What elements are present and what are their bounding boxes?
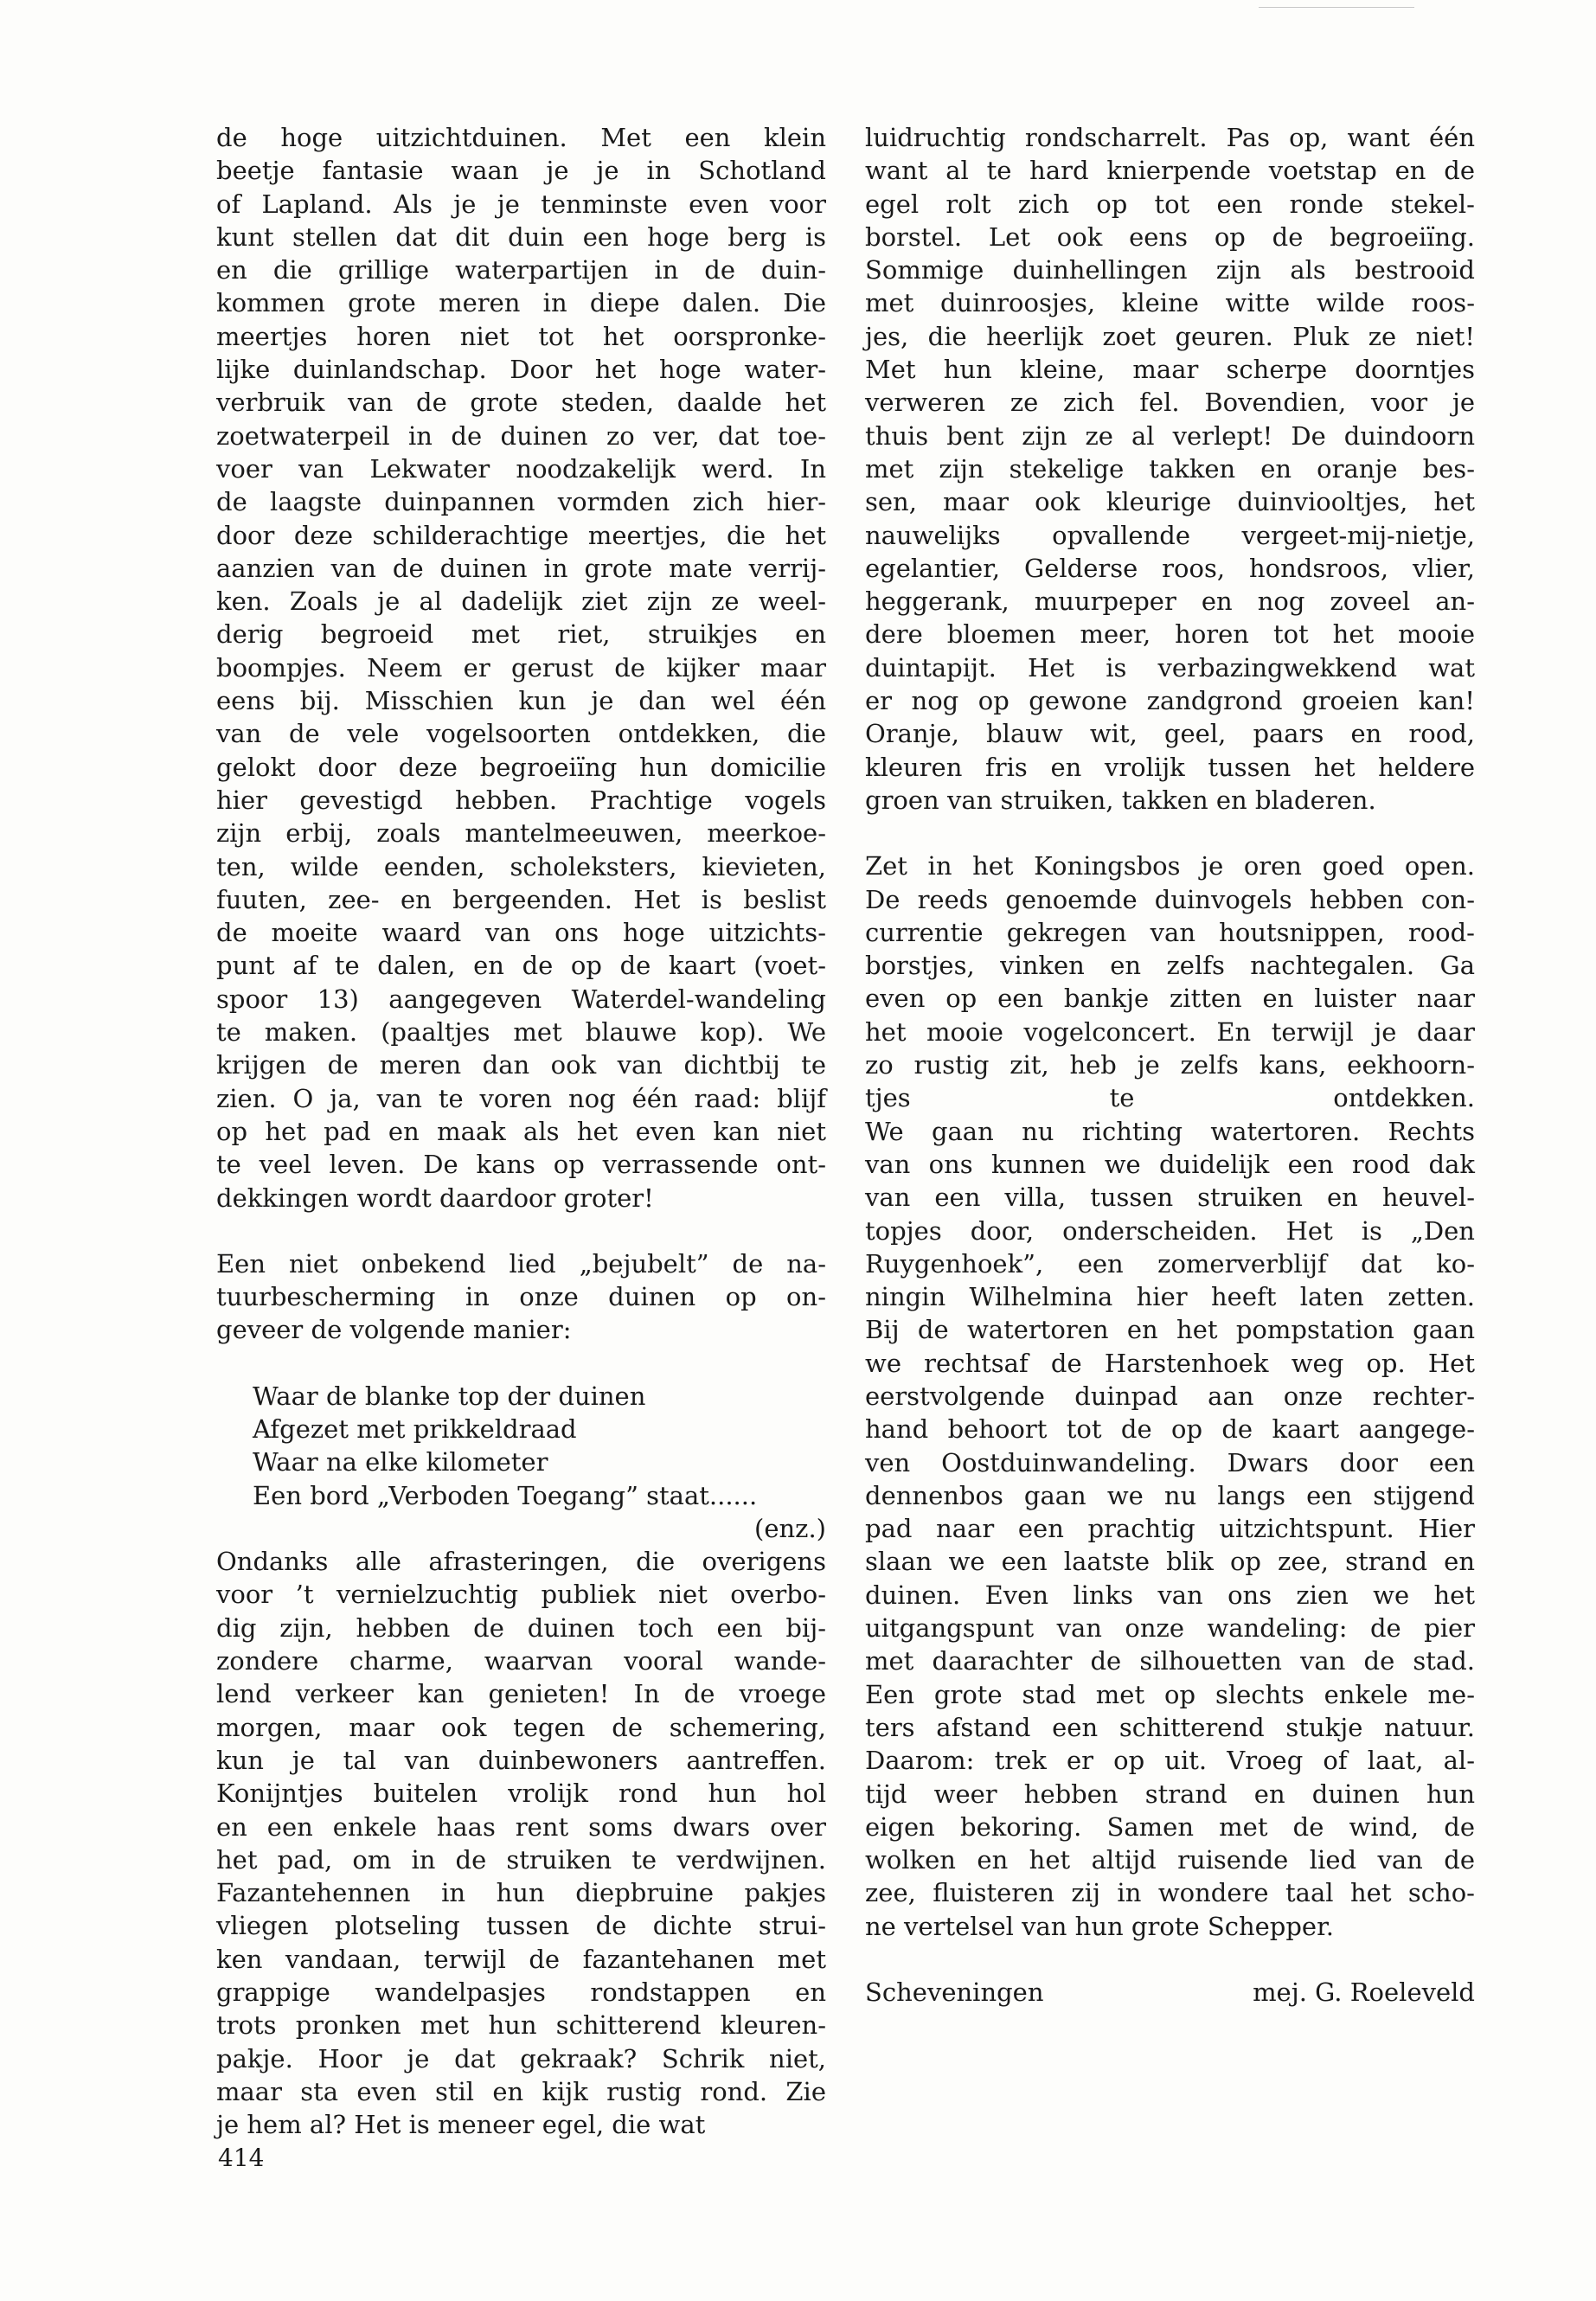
text-line: eens bij. Misschien kun je dan wel één — [216, 686, 826, 716]
left-paragraph-3 — [216, 1545, 826, 2141]
paragraph-gap — [865, 817, 1475, 849]
right-paragraph-1 — [865, 121, 1475, 817]
text-line: de laagste duinpannen vormden zich hier- — [216, 487, 826, 517]
text-line: of Lapland. Als je je tenminste even voor — [216, 189, 826, 219]
text-line: op het pad en maak als het even kan niet — [216, 1116, 826, 1146]
text-line: beetje fantasie waan je je in Schotland — [216, 156, 826, 186]
text-line: door deze schilderachtige meertjes, die het — [216, 520, 826, 550]
text-line: even op een bankje zitten en luister naar — [865, 984, 1475, 1014]
text-line: hand behoort tot de op de kaart aangege- — [865, 1414, 1475, 1445]
text-line: ne vertelsel van hun grote Schepper. — [865, 1911, 1334, 1941]
text-line: Ondanks alle afrasteringen, die overigens — [216, 1547, 826, 1577]
signature-author: mej. G. Roeleveld — [1253, 1977, 1475, 2008]
text-line: We gaan nu richting watertoren. Rechts — [865, 1116, 1475, 1146]
poem-end: (enz.) — [754, 1513, 826, 1543]
text-line: verbruik van de grote steden, daalde het — [216, 388, 826, 418]
text-line: wolken en het altijd ruisende lied van de — [865, 1845, 1475, 1875]
text-line: met duinroosjes, kleine witte wilde roos- — [865, 288, 1475, 318]
text-line: het pad, om in de struiken te verdwijnen. — [216, 1844, 826, 1875]
page-number: 414 — [218, 2144, 265, 2172]
text-line: zien. O ja, van te voren nog één raad: blijf — [216, 1083, 826, 1113]
text-line: Zet in het Koningsbos je oren goed open. — [865, 851, 1475, 881]
text-line: thuis bent zijn ze al verlept! De duindoorn — [865, 420, 1475, 451]
text-line: uitgangspunt van onze wandeling: de pier — [865, 1613, 1475, 1644]
text-line: ven Oostduinwandeling. Dwars door een — [865, 1447, 1475, 1477]
text-line: want al te hard knierpende voetstap en de — [865, 156, 1475, 186]
text-line: Oranje, blauw wit, geel, paars en rood, — [865, 719, 1475, 749]
text-line: Waar na elke kilometer — [253, 1447, 548, 1477]
text-line: duintapijt. Het is verbazingwekkend wat — [865, 652, 1475, 683]
signature — [865, 1976, 1475, 2009]
text-line: heggerank, muurpeper en nog zoveel an- — [865, 586, 1475, 617]
text-line: je hem al? Het is meneer egel, die wat — [216, 2110, 706, 2140]
paragraph-gap — [865, 1943, 1475, 1976]
text-line: zoetwaterpeil in de duinen zo ver, dat toe- — [216, 420, 826, 451]
text-line: tuurbescherming in onze duinen op on- — [216, 1282, 826, 1312]
text-line: egelantier, Gelderse roos, hondsroos, vlier, — [865, 553, 1475, 583]
text-line: Afgezet met prikkeldraad — [253, 1413, 577, 1444]
text-line: dig zijn, hebben de duinen toch een bij- — [216, 1612, 826, 1643]
text-line: trots pronken met hun schitterend kleuren- — [216, 2010, 826, 2041]
text-line: eerstvolgende duinpad aan onze rechter- — [865, 1381, 1475, 1411]
text-line: pad naar een prachtig uitzichtspunt. Hier — [865, 1514, 1475, 1544]
left-column — [216, 121, 826, 2142]
text-line: te maken. (paaltjes met blauwe kop). We — [216, 1017, 826, 1048]
text-line: kleuren fris en vrolijk tussen het heldere — [865, 752, 1475, 782]
text-line: Konijntjes buitelen vrolijk rond hun hol — [216, 1779, 826, 1809]
text-line: dennenbos gaan we nu langs een stijgend — [865, 1480, 1475, 1510]
text-line: voer van Lekwater noodzakelijk werd. In — [216, 453, 826, 484]
left-paragraph-1 — [216, 121, 826, 1215]
paragraph-gap — [216, 1347, 826, 1380]
text-line: maar sta even stil en kijk rustig rond. Zie — [216, 2076, 826, 2106]
text-line: geveer de volgende manier: — [216, 1315, 572, 1345]
text-line: Met hun kleine, maar scherpe doorntjes — [865, 355, 1475, 385]
left-paragraph-2 — [216, 1247, 826, 1347]
text-line: het mooie vogelconcert. En terwijl je daar — [865, 1016, 1475, 1047]
text-line: zondere charme, waarvan vooral wande- — [216, 1646, 826, 1676]
text-line: jes, die heerlijk zoet geuren. Pluk ze niet! — [865, 321, 1475, 351]
text-line: Bij de watertoren en het pompstation gaan — [865, 1315, 1475, 1345]
text-line: borstjes, vinken en zelfs nachtegalen. Ga — [865, 951, 1475, 981]
text-line: Een niet onbekend lied „bejubelt” de na- — [216, 1248, 826, 1279]
text-line: verweren ze zich fel. Bovendien, voor je — [865, 388, 1475, 418]
text-line: fuuten, zee- en bergeenden. Het is beslist — [216, 884, 826, 914]
text-line: met zijn stekelige takken en oranje bes- — [865, 453, 1475, 484]
text-line: Fazantehennen in hun diepbruine pakjes — [216, 1878, 826, 1908]
text-line: de moeite waard van ons hoge uitzichts- — [216, 918, 826, 948]
text-line: kommen grote meren in diepe dalen. Die — [216, 288, 826, 318]
text-line: van ons kunnen we duidelijk een rood dak — [865, 1149, 1475, 1179]
text-line: van de vele vogelsoorten ontdekken, die — [216, 719, 826, 749]
text-line: ningin Wilhelmina hier heeft laten zetten. — [865, 1282, 1475, 1312]
text-line: Ruygenhoek”, een zomerverblijf dat ko- — [865, 1248, 1475, 1279]
scan-edge-line — [1259, 7, 1414, 8]
text-line: Sommige duinhellingen zijn als bestrooid — [865, 255, 1475, 285]
text-line: gelokt door deze begroeiïng hun domicilie — [216, 752, 826, 782]
text-line: topjes door, onderscheiden. Het is „Den — [865, 1215, 1475, 1246]
text-line: currentie gekregen van houtsnippen, rood- — [865, 917, 1475, 947]
text-line: duinen. Even links van ons zien we het — [865, 1580, 1475, 1610]
text-line: en die grillige waterpartijen in de duin- — [216, 255, 826, 285]
text-line: krijgen de meren dan ook van dichtbij te — [216, 1050, 826, 1080]
text-line: Daarom: trek er op uit. Vroeg of laat, al- — [865, 1746, 1475, 1776]
text-line: zijn erbij, zoals mantelmeeuwen, meerkoe- — [216, 818, 826, 849]
text-line: Waar de blanke top der duinen — [253, 1381, 646, 1411]
text-line: tijd weer hebben strand en duinen hun — [865, 1779, 1475, 1809]
text-line: groen van struiken, takken en bladeren. — [865, 785, 1376, 815]
text-line: boompjes. Neem er gerust de kijker maar — [216, 652, 826, 683]
text-line: tjes te ontdekken. — [865, 1083, 1475, 1113]
text-line: grappige wandelpasjes rondstappen en — [216, 1977, 826, 2008]
text-line: vliegen plotseling tussen de dichte strui- — [216, 1911, 826, 1941]
text-line: ters afstand een schitterend stukje natuur. — [865, 1712, 1475, 1742]
text-line: hier gevestigd hebben. Prachtige vogels — [216, 785, 826, 815]
text-line: aanzien van de duinen in grote mate verrij- — [216, 553, 826, 583]
text-line: Een grote stad met op slechts enkele me- — [865, 1679, 1475, 1709]
paragraph-gap — [216, 1215, 826, 1247]
text-line: dere bloemen meer, horen tot het mooie — [865, 619, 1475, 650]
text-line: met daarachter de silhouetten van de stad. — [865, 1646, 1475, 1676]
right-column — [865, 121, 1475, 2009]
signature-place: Scheveningen — [865, 1977, 1044, 2008]
text-line: sen, maar ook kleurige duinviooltjes, het — [865, 487, 1475, 517]
text-line: nauwelijks opvallende vergeet-mij-nietje, — [865, 520, 1475, 550]
text-line: derig begroeid met riet, struikjes en — [216, 619, 826, 650]
text-line: egel rolt zich op tot een ronde stekel- — [865, 189, 1475, 219]
text-line: dekkingen wordt daardoor groter! — [216, 1183, 654, 1213]
text-line: meertjes horen niet tot het oorspronke- — [216, 321, 826, 351]
text-line: lend verkeer kan genieten! In de vroege — [216, 1679, 826, 1709]
text-line: ken vandaan, terwijl de fazantehanen met — [216, 1944, 826, 1974]
text-line: eigen bekoring. Samen met de wind, de — [865, 1811, 1475, 1842]
text-line: zee, fluisteren zij in wondere taal het scho- — [865, 1878, 1475, 1908]
text-line: kunt stellen dat dit duin een hoge berg is — [216, 221, 826, 252]
text-line: ken. Zoals je al dadelijk ziet zijn ze weel- — [216, 586, 826, 617]
text-line: we rechtsaf de Harstenhoek weg op. Het — [865, 1348, 1475, 1378]
poem — [216, 1380, 826, 1512]
text-line: en een enkele haas rent soms dwars over — [216, 1811, 826, 1842]
text-line: punt af te dalen, en de op de kaart (voet- — [216, 951, 826, 981]
text-line: te veel leven. De kans op verrassende ont- — [216, 1150, 826, 1180]
text-line: ten, wilde eenden, scholeksters, kievieten, — [216, 851, 826, 881]
text-line: luidruchtig rondscharrelt. Pas op, want één — [865, 123, 1475, 152]
text-line: van een villa, tussen struiken en heuvel- — [865, 1183, 1475, 1213]
text-line: voor ’t vernielzuchtig publiek niet overbo- — [216, 1580, 826, 1610]
text-line: lijke duinlandschap. Door het hoge water- — [216, 355, 826, 385]
text-line: er nog op gewone zandgrond groeien kan! — [865, 686, 1475, 716]
text-line: slaan we een laatste blik op zee, strand en — [865, 1547, 1475, 1577]
text-line: morgen, maar ook tegen de schemering, — [216, 1712, 826, 1742]
right-paragraph-2 — [865, 849, 1475, 1943]
text-line: kun je tal van duinbewoners aantreffen. — [216, 1745, 826, 1775]
text-line: spoor 13) aangegeven Waterdel-wandeling — [216, 984, 826, 1014]
text-line: borstel. Let ook eens op de begroeiïng. — [865, 221, 1475, 252]
text-line: De reeds genoemde duinvogels hebben con- — [865, 884, 1475, 914]
text-line: Een bord „Verboden Toegang” staat...... — [253, 1480, 758, 1510]
text-line: zo rustig zit, heb je zelfs kans, eekhoorn- — [865, 1050, 1475, 1080]
text-line: de hoge uitzichtduinen. Met een klein — [216, 123, 826, 152]
text-line: pakje. Hoor je dat gekraak? Schrik niet, — [216, 2043, 826, 2073]
